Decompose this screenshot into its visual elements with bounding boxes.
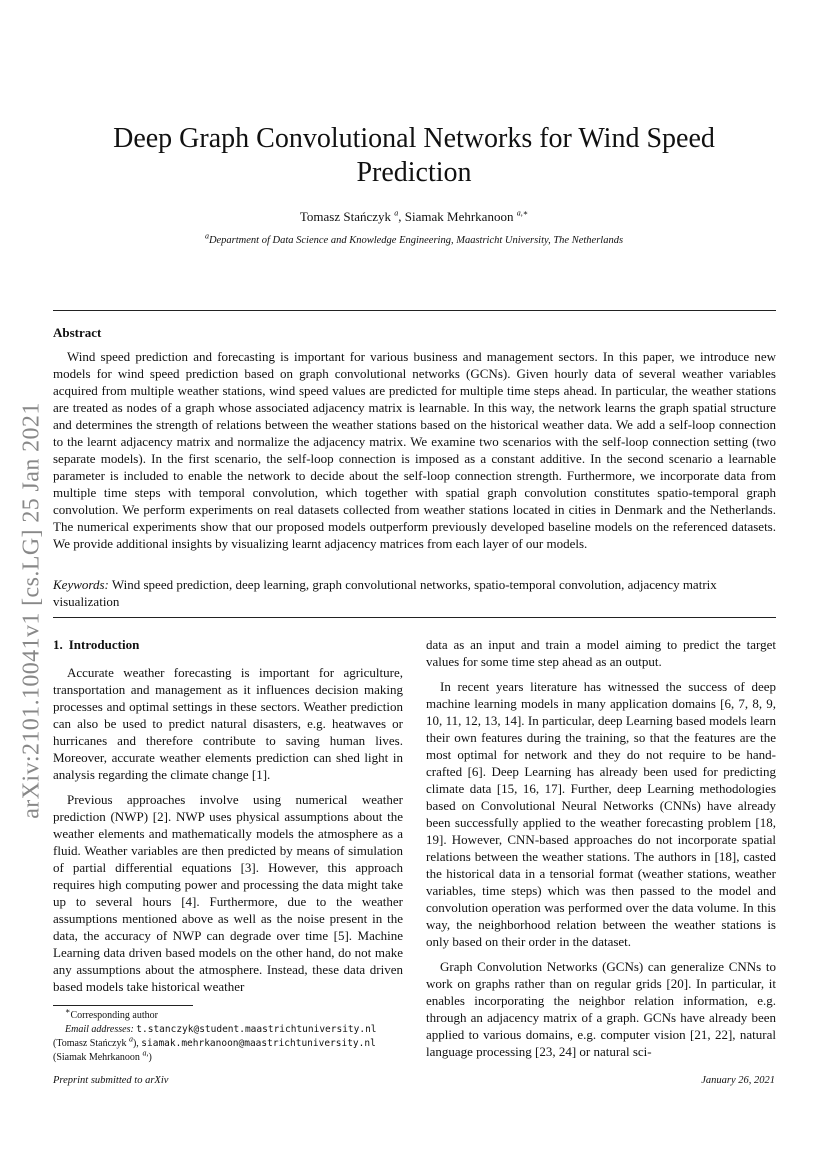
email-owner-2-close: ) — [148, 1052, 152, 1063]
abstract-text: Wind speed prediction and forecasting is important for various business and management sectors. In this paper, we introduce new models for wind speed prediction based on graph convolutional networks (GCNs). Given hourly data of several weather variables acquired from multiple weather stations, wind speed values are predicted for multiple time steps ahead. In particular, the weather stations are treated as nodes of a graph whose associated adjacency matrix is learnable. In this way, the network learns the graph spatial structure and determines the strength of relations between the weather stations based on the historical weather data. We add a self-loop connection to the learnt adjacency matrix and normalize the adjacency matrix. We examine two scenarios with the self-loop connection setting (two separate models). In the first scenario, the self-loop connection is imposed as a constant additive. In the second scenario a learnable parameter is included to enable the network to decide about the self-loop connection strength. Furthermore, we incorporate data from multiple time steps with temporal convolution, which together with spatial graph convolution constitutes spatio-temporal graph convolution. We perform experiments on real datasets collected from weather stations located in cities in Denmark and the Netherlands. The numerical experiments show that our proposed models outperform previously developed baseline models on the referenced datasets. We provide additional insights by visualizing learnt adjacency matrices from each layer of our models. — [53, 349, 776, 551]
email-link-1[interactable]: t.stanczyk@student.maastrichtuniversity.nl — [136, 1024, 377, 1035]
intro-paragraph-continued: data as an input and train a model aiming to predict the target values for some time step ahead as an output. — [426, 637, 776, 669]
section-title: Introduction — [68, 637, 140, 652]
email-owner-1-close: ), — [132, 1038, 139, 1049]
affiliation-mark: a — [204, 231, 209, 241]
email-owner-2: (Siamak Mehrkanoon — [53, 1052, 140, 1063]
footnotes — [53, 1006, 413, 1065]
abstract-heading: Abstract — [53, 325, 102, 340]
title-line-1: Deep Graph Convolutional Networks for Wind Speed — [113, 123, 715, 154]
email-owner-line-2 — [53, 1048, 413, 1065]
affiliation — [60, 231, 768, 246]
author-1-affil-mark: a — [394, 208, 399, 218]
arxiv-identifier-sidebar — [8, 370, 56, 850]
footnote-corresponding-text: Corresponding author — [70, 1010, 158, 1021]
email-owner-1: (Tomasz Stańczyk — [53, 1038, 127, 1049]
keywords-text: Wind speed prediction, deep learning, graph convolutional networks, spatio-temporal convolution, adjacency matrix visualization — [53, 577, 717, 609]
keywords-label: Keywords: — [53, 577, 109, 592]
email-owner-2-mark: a, — [142, 1048, 149, 1058]
author-2: Siamak Mehrkanoon — [404, 209, 514, 224]
footnote-emails — [53, 1023, 413, 1037]
footnote-corresponding — [53, 1006, 413, 1023]
intro-paragraph-3: In recent years literature has witnessed the success of deep machine learning models in many application domains [6, 7, 8, 9, 10, 11, 12, 13, 14]. In particular, deep Learning based models learn their own features during the training, so that the features are the most optimal for network and they do not require to be hand-crafted [6]. Deep Learning has already been used for predicting climate data [15, 16, 17]. Further, deep Learning methodologies based on Convolutional Neural Networks (CNNs) have already been successfully applied to the weather forecasting problem [18, 19]. However, CNN-based approaches do not incorporate spatial relations between the weather stations. The authors in [18], casted the historical data in a tensorial format (weather stations, weather variables, time steps) which was then passed to the model and convolution operation was performed over the data volume. In this way, the neighborhood relation between the weather stations is only based on their order in the dataset. — [426, 679, 776, 949]
section-number: 1. — [53, 637, 63, 652]
author-list: Tomasz Stańczyk $^a$, Siamak Mehrkanoon $^{a,∗}$ — [299, 208, 529, 224]
footer-preprint-note: Preprint submitted to arXiv — [53, 1075, 169, 1086]
footnote-divider — [53, 1005, 193, 1006]
email-owner-line-1 — [53, 1034, 413, 1051]
right-column — [426, 636, 776, 1068]
email-owner-1-mark: a — [128, 1034, 133, 1044]
footer-date: January 26, 2021 — [701, 1075, 775, 1086]
intro-paragraph-1: Accurate weather forecasting is important for agriculture, transportation and management as it influences decision making processes and optimal settings in these sectors. Weather prediction can also be used to predict natural disasters, e.g. heatwaves or hurricanes and therefore contribute to saving human lives. Moreover, accurate weather elements prediction can shed light in analysis regarding the climate change [1]. — [53, 665, 403, 782]
email-label: Email addresses: — [65, 1024, 134, 1035]
arxiv-identifier: arXiv:2101.10041v1 [cs.LG] 25 Jan 2021 — [18, 401, 45, 819]
author-1: Tomasz Stańczyk — [299, 209, 392, 224]
title-line-2: Prediction — [356, 157, 472, 188]
section-heading-introduction — [53, 636, 403, 653]
footnote-mark: ∗ — [65, 1006, 71, 1016]
keywords — [53, 576, 776, 610]
left-column — [53, 636, 403, 1003]
paper-title — [60, 122, 768, 190]
intro-paragraph-4: Graph Convolution Networks (GCNs) can generalize CNNs to work on graphs rather than on regular grids [20]. In particular, it enables incorporating the neighbor relation information, e.g. through an adjacency matrix of a graph. GCNs have already been applied to various domains, e.g. computer vision [21, 22], natural language processing [23, 24] or natural sci- — [426, 959, 776, 1059]
intro-paragraph-2: Previous approaches involve using numerical weather prediction (NWP) [2]. NWP uses physical assumptions about the weather elements and mathematically models the atmosphere as a fluid. Weather variables are then predicted by means of simulation of partial differential equations [3]. However, this approach requires high computing power and processing the data might take up to several hours [4]. Furthermore, due to the weather assumptions mentioned above as well as the noise present in the data, the accuracy of NWP can degrade over time [5]. Machine Learning data driven based models on the other hand, do not make any assumptions about the atmosphere. Instead, these data driven based models take historical weather — [53, 792, 403, 994]
email-link-2[interactable]: siamak.mehrkanoon@maastrichtuniversity.nl — [141, 1038, 376, 1049]
top-divider — [53, 310, 776, 311]
keywords-divider — [53, 617, 776, 618]
affiliation-text: Department of Data Science and Knowledge Engineering, Maastricht University, The Netherlands — [208, 235, 624, 246]
author-2-affil-mark: a,∗ — [516, 208, 529, 218]
